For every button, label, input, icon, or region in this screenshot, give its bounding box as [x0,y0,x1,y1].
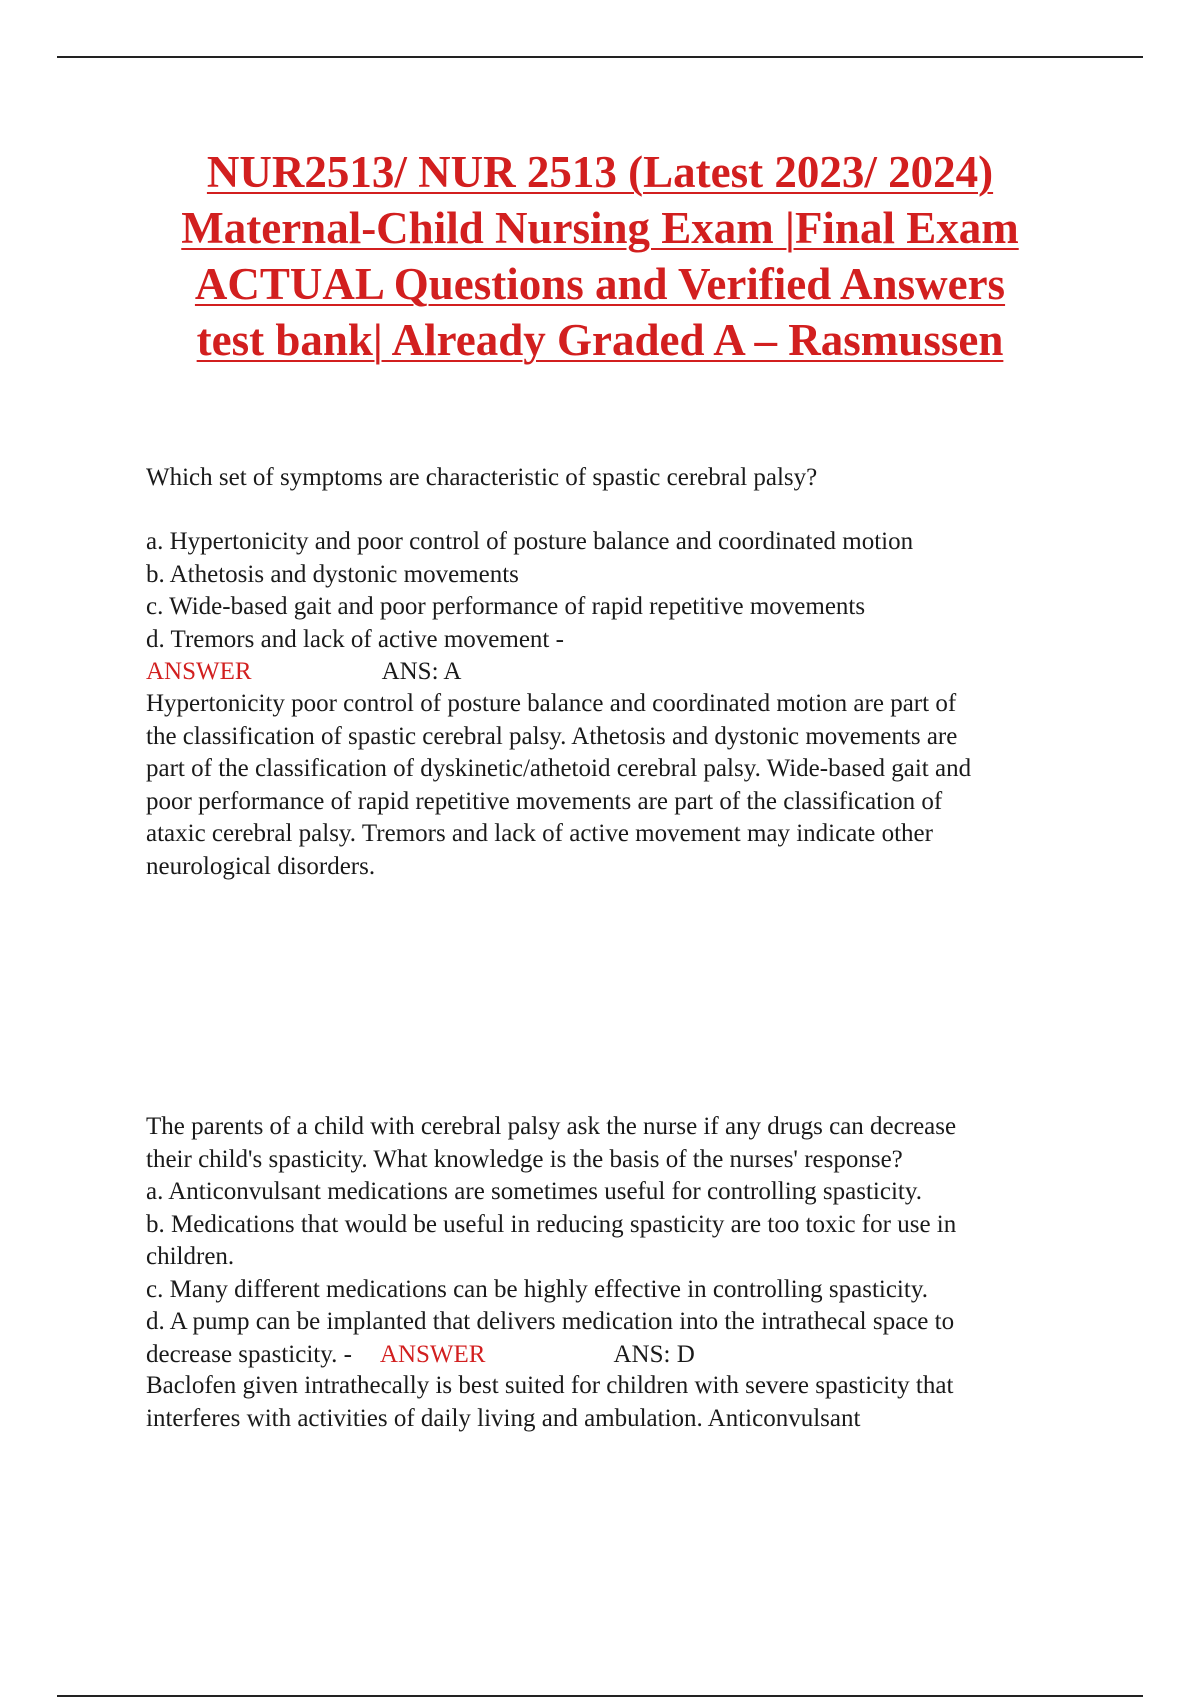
rationale-line: Baclofen given intrathecally is best suited for children with severe spasticity that [146,1372,954,1399]
title-line: NUR2513/ NUR 2513 (Latest 2023/ 2024) [206,147,994,197]
top-divider [57,56,1143,58]
title-line: Maternal-Child Nursing Exam |Final Exam [181,203,1019,253]
document-title [80,144,1120,368]
answer-label: ANSWER [379,1340,486,1368]
rationale-line: Hypertonicity poor control of posture balance and coordinated motion are part of [146,690,957,717]
answer-label: ANSWER [146,658,252,685]
rationale-line: poor performance of rapid repetitive movements are part of the classification of [146,787,943,815]
answer-value: ANS: D [613,1340,695,1368]
rationale-line: interferes with activities of daily living and ambulation. Anticonvulsant [146,1404,861,1432]
option-c: c. Many different medications can be highly effective in controlling spasticity. [146,1275,928,1303]
answer-row [146,656,1096,689]
option-b: b. Athetosis and dystonic movements [146,560,519,588]
rationale-line: ataxic cerebral palsy. Tremors and lack of active movement may indicate other [146,820,933,847]
option-b: b. Medications that would be useful in reducing spasticity are too toxic for use in [146,1210,957,1238]
question-1-options [146,526,1096,689]
question-1-stem [146,462,1096,495]
question-stem-line: The parents of a child with cerebral palsy ask the nurse if any drugs can decrease [146,1113,957,1140]
option-d: d. A pump can be implanted that delivers medication into the intrathecal space to [146,1308,955,1335]
option-d: d. Tremors and lack of active movement - [146,625,564,653]
question-stem-line: their child's spasticity. What knowledge is the basis of the nurses' response? [146,1145,903,1173]
rationale-line: neurological disorders. [146,852,376,880]
rationale-line: the classification of spastic cerebral palsy. Athetosis and dystonic movements are [146,722,958,750]
title-line: test bank| Already Graded A – Rasmussen [196,315,1004,365]
title-line: ACTUAL Questions and Verified Answers [194,259,1006,309]
option-a: a. Anticonvulsant medications are sometimes useful for controlling spasticity. [146,1178,922,1205]
option-c: c. Wide-based gait and poor performance of rapid repetitive movements [146,593,866,620]
question-1-rationale [146,688,1096,883]
answer-value: ANS: A [381,658,462,685]
question-2-block [146,1111,1096,1371]
option-a: a. Hypertonicity and poor control of posture balance and coordinated motion [146,528,914,555]
question-stem-line: Which set of symptoms are characteristic of spastic cerebral palsy? [146,464,818,491]
question-2-rationale [146,1370,1096,1435]
option-d-continued: decrease spasticity. - [146,1340,352,1368]
option-b-continued: children. [146,1243,235,1270]
bottom-divider [57,1695,1143,1697]
answer-row [146,1339,1096,1372]
rationale-line: part of the classification of dyskinetic/athetoid cerebral palsy. Wide-based gait and [146,755,972,782]
